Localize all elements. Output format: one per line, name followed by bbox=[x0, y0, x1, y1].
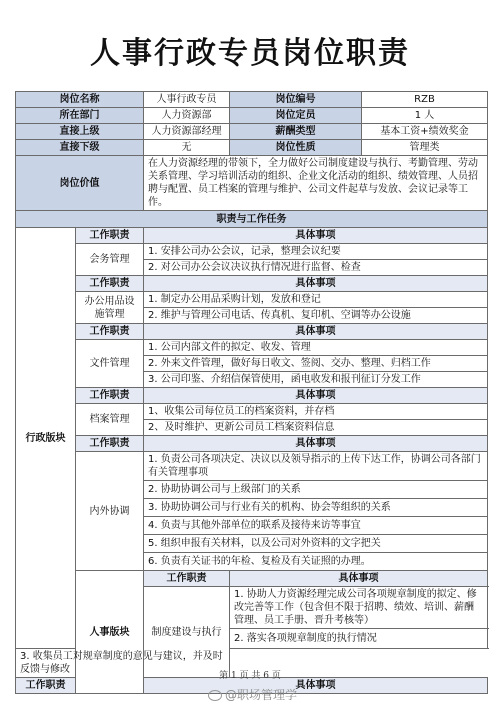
list-item: 6. 负责有关证书的年检、复检及有关证照的办理。 bbox=[144, 553, 488, 571]
value-cell: RZB bbox=[362, 92, 488, 108]
group-name: 制度建设与执行 bbox=[144, 587, 230, 678]
detail-column-header: 具体事项 bbox=[144, 388, 488, 404]
sub-header-row bbox=[16, 276, 488, 292]
block-label-hr: 人事版块 bbox=[76, 571, 144, 694]
label-cell: 岗位编号 bbox=[230, 92, 362, 108]
detail-column-header: 具体事项 bbox=[144, 678, 488, 694]
label-cell: 薪酬类型 bbox=[230, 124, 362, 140]
label-cell: 直接上级 bbox=[16, 124, 144, 140]
table-row bbox=[16, 244, 488, 260]
sub-header-row bbox=[16, 228, 488, 244]
table-row bbox=[16, 292, 488, 308]
info-row bbox=[16, 140, 488, 156]
list-item: 3. 收集员工对规章制度的意见与建议，并及时反馈与修改 bbox=[16, 649, 230, 678]
list-item: 3. 协助协调公司与行业有关的机构、协会等组织的关系 bbox=[144, 499, 488, 517]
value-cell: 管理类 bbox=[362, 140, 488, 156]
value-cell: 人力资源部经理 bbox=[144, 124, 230, 140]
info-row bbox=[16, 124, 488, 140]
list-item: 2. 落实各项规章制度的执行情况 bbox=[230, 629, 488, 649]
task-column-header: 工作职责 bbox=[76, 228, 144, 244]
task-column-header: 工作职责 bbox=[76, 276, 144, 292]
value-cell: 基本工资+绩效奖金 bbox=[362, 124, 488, 140]
detail-column-header: 具体事项 bbox=[144, 228, 488, 244]
list-item: 1. 负责公司各项决定、决议以及领导指示的上传下达工作，协调公司各部门有关管理事项 bbox=[144, 452, 488, 481]
table-row bbox=[16, 340, 488, 356]
group-name: 文件管理 bbox=[76, 340, 144, 388]
value-cell: 无 bbox=[144, 140, 230, 156]
group-name: 办公用品设施管理 bbox=[76, 292, 144, 324]
list-item: 1. 协助人力资源经理完成公司各项规章制度的拟定、修改完善等工作（包含但不限于招聘、绩效、培训、薪酬管理、员工手册、晋升考核等） bbox=[230, 587, 488, 629]
label-cell: 直接下级 bbox=[16, 140, 144, 156]
list-item: 3. 公司印鉴、介绍信保管使用，函电收发和报刊征订分发工作 bbox=[144, 372, 488, 388]
list-item: 5. 组织申报有关材料，以及公司对外资料的文字把关 bbox=[144, 535, 488, 553]
label-cell: 岗位定员 bbox=[230, 108, 362, 124]
weibo-icon bbox=[208, 690, 222, 701]
label-cell: 岗位性质 bbox=[230, 140, 362, 156]
task-column-header: 工作职责 bbox=[16, 678, 76, 694]
sub-header-row bbox=[16, 388, 488, 404]
task-column-header: 工作职责 bbox=[144, 571, 230, 587]
group-name: 内外协调 bbox=[76, 452, 144, 571]
group-name: 档案管理 bbox=[76, 404, 144, 436]
list-item: 1. 安排公司办公会议，记录，整理会议纪要 bbox=[144, 244, 488, 260]
list-item: 1. 制定办公用品采购计划，发放和登记 bbox=[144, 292, 488, 308]
list-item: 2. 外来文件管理，做好每日收文、签阅、交办、整理、归档工作 bbox=[144, 356, 488, 372]
value-cell: 人事行政专员 bbox=[144, 92, 230, 108]
sub-header-row bbox=[16, 571, 488, 587]
page-title: 人事行政专员岗位职责 bbox=[90, 36, 410, 71]
section-header-row bbox=[16, 211, 488, 228]
job-value-label: 岗位价值 bbox=[16, 156, 144, 211]
detail-column-header: 具体事项 bbox=[144, 324, 488, 340]
page-number: 第 1 页 共 6 页 bbox=[219, 671, 281, 681]
job-value-text: 在人力资源经理的带领下，全力做好公司制度建设与执行、考勤管理、劳动关系管理、学习培训活动的组织、企业文化活动的组织、绩效管理、人员招聘与配置、员工档案的管理与维护、公司文件起草与发放、会议记录等工作。 bbox=[144, 156, 488, 211]
detail-column-header: 具体事项 bbox=[230, 571, 488, 587]
task-column-header: 工作职责 bbox=[76, 436, 144, 452]
list-item: 1. 公司内部文件的拟定、收发、管理 bbox=[144, 340, 488, 356]
list-item: 1、收集公司每位员工的档案资料，并存档 bbox=[144, 404, 488, 420]
list-item: 2. 协助协调公司与上级部门的关系 bbox=[144, 481, 488, 499]
task-column-header: 工作职责 bbox=[76, 388, 144, 404]
sub-header-row bbox=[16, 324, 488, 340]
value-cell: 1 人 bbox=[362, 108, 488, 124]
job-description-table bbox=[15, 91, 488, 694]
table-row bbox=[16, 452, 488, 481]
info-row bbox=[16, 92, 488, 108]
watermark-text: @职场管理学 bbox=[225, 688, 298, 702]
list-item: 2. 对公司办公会议决议执行情况进行监督、检查 bbox=[144, 260, 488, 276]
list-item: 2. 维护与管理公司电话、传真机、复印机、空调等办公设施 bbox=[144, 308, 488, 324]
task-column-header: 工作职责 bbox=[76, 324, 144, 340]
sub-header-row bbox=[16, 436, 488, 452]
detail-column-header: 具体事项 bbox=[144, 436, 488, 452]
watermark bbox=[208, 686, 297, 703]
table-row bbox=[16, 404, 488, 420]
label-cell: 所在部门 bbox=[16, 108, 144, 124]
list-item: 2、及时维护、更新公司员工档案资料信息 bbox=[144, 420, 488, 436]
group-name: 会务管理 bbox=[76, 244, 144, 276]
info-row bbox=[16, 108, 488, 124]
label-cell: 岗位名称 bbox=[16, 92, 144, 108]
detail-column-header: 具体事项 bbox=[144, 276, 488, 292]
section-header: 职责与工作任务 bbox=[16, 211, 488, 228]
value-cell: 人力资源部 bbox=[144, 108, 230, 124]
job-value-row bbox=[16, 156, 488, 211]
block-label-admin: 行政版块 bbox=[16, 228, 76, 649]
list-item: 4. 负责与其他外部单位的联系及接待来访等事宜 bbox=[144, 517, 488, 535]
